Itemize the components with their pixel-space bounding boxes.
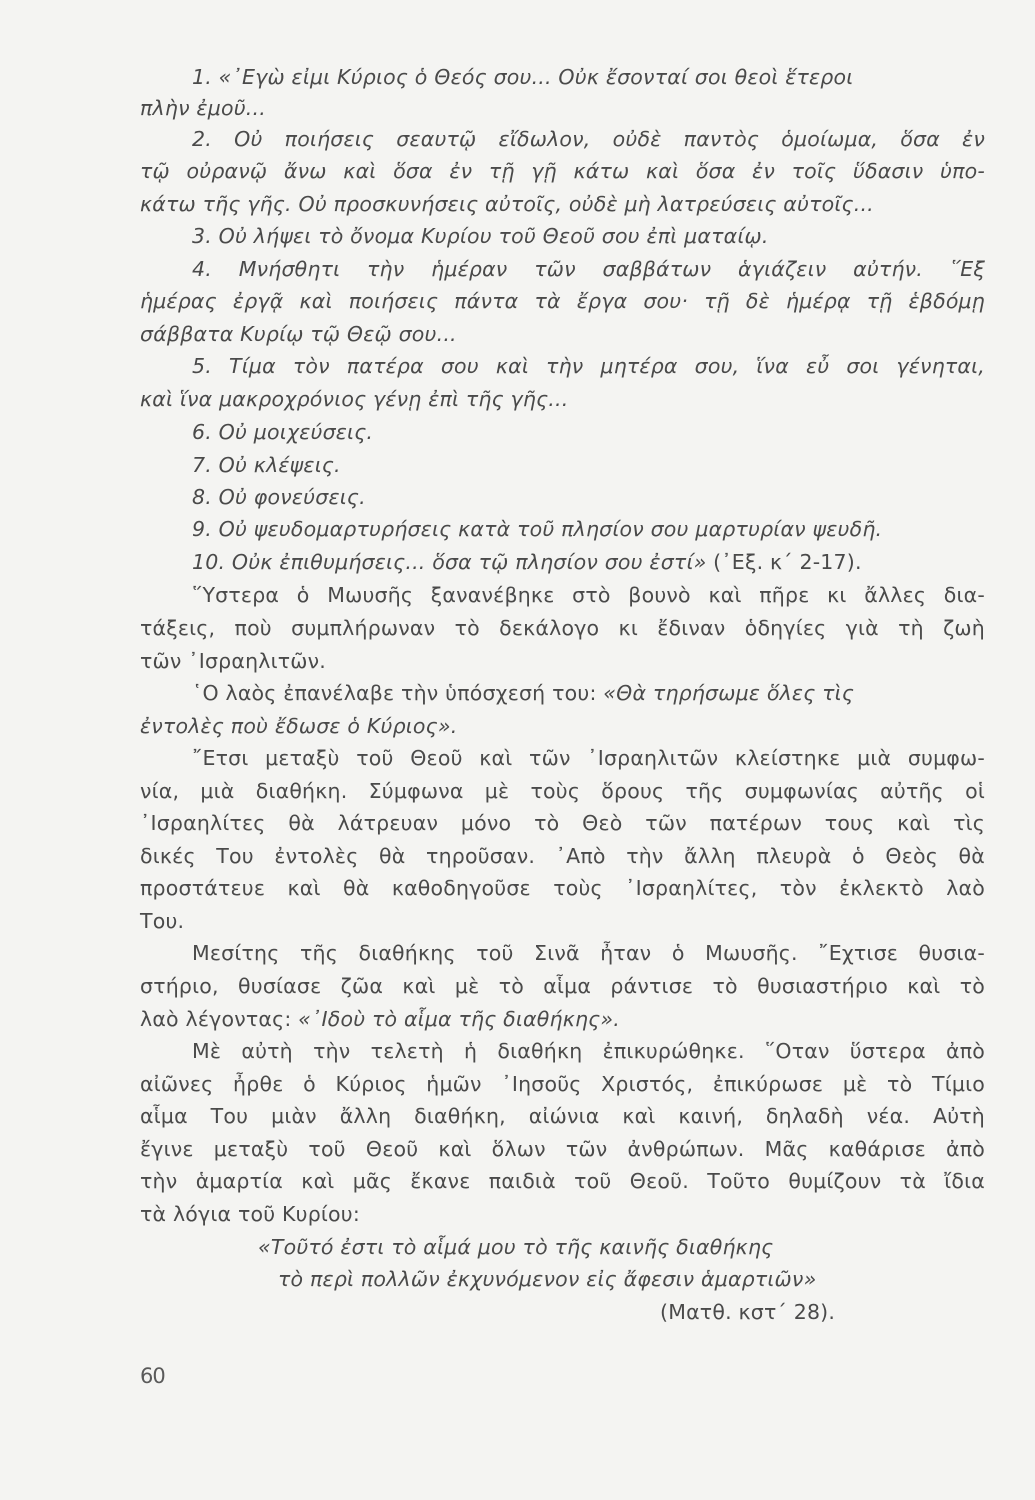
text-line bbox=[140, 1004, 985, 1034]
text-line: Μεσίτης τῆς διαθήκης τοῦ Σινᾶ ἦταν ὁ Μωυσῆς. ῎Εχτισε θυσια- bbox=[192, 941, 985, 965]
text-line: Μὲ αὐτὴ τὴν τελετὴ ἡ διαθήκη ἐπικυρώθηκε. ῞Οταν ὕστερα ἀπὸ bbox=[192, 1039, 985, 1063]
text-line: αἰῶνες ἦρθε ὁ Κύριος ἡμῶν ᾿Ιησοῦς Χριστός, ἐπικύρωσε μὲ τὸ Τίμιο bbox=[140, 1072, 985, 1096]
text-line: ἡμέρας ἐργᾷ καὶ ποιήσεις πάντα τὰ ἔργα σου· τῇ δὲ ἡμέρᾳ τῇ ἑβδόμῃ bbox=[140, 289, 985, 313]
page-number: 60 bbox=[140, 1364, 165, 1388]
text-line: ἔγινε μεταξὺ τοῦ Θεοῦ καὶ ὅλων τῶν ἀνθρώπων. Μᾶς καθάρισε ἀπὸ bbox=[140, 1137, 985, 1161]
quote-end: 10. Οὐκ ἐπιθυμήσεις... ὅσα τῷ πλησίον σου ἐστί» bbox=[192, 550, 707, 574]
quote-text: «Θὰ τηρήσωμε ὅλες τὶς bbox=[603, 681, 855, 705]
text-line: 6. Οὐ μοιχεύσεις. bbox=[192, 420, 374, 444]
text-line: Του. bbox=[140, 909, 185, 933]
text-line: 3. Οὐ λήψει τὸ ὄνομα Κυρίου τοῦ Θεοῦ σου ἐπὶ ματαίῳ. bbox=[192, 224, 769, 248]
verse-line: τὸ περὶ πολλῶν ἐκχυνόμενον εἰς ἄφεσιν ἁμαρτιῶν» bbox=[278, 1267, 817, 1291]
text-line bbox=[192, 547, 1035, 577]
text-line: νία, μιὰ διαθήκη. Σύμφωνα μὲ τοὺς ὅρους τῆς συμφωνίας αὐτῆς οἱ bbox=[140, 779, 985, 803]
text-line: 1. «᾿Εγὼ εἰμι Κύριος ὁ Θεός σου... Οὐκ ἔσονταί σοι θεοὶ ἕτεροι bbox=[192, 65, 854, 89]
quote-text: «᾿Ιδοὺ τὸ αἷμα τῆς διαθήκης». bbox=[298, 1007, 620, 1031]
text-line: κάτω τῆς γῆς. Οὐ προσκυνήσεις αὐτοῖς, οὐδὲ μὴ λατρεύσεις αὐτοῖς... bbox=[140, 192, 874, 216]
text-line: τάξεις, ποὺ συμπλήρωναν τὸ δεκάλογο κι ἔδιναν ὁδηγίες γιὰ τὴ ζωὴ bbox=[140, 616, 985, 640]
verse-line: «Τοῦτό ἐστι τὸ αἷμά μου τὸ τῆς καινῆς διαθήκης bbox=[258, 1235, 774, 1259]
citation: (᾿Εξ. κ΄ 2-17). bbox=[713, 550, 862, 574]
text-line bbox=[192, 678, 1035, 708]
text-line: ῎Ετσι μεταξὺ τοῦ Θεοῦ καὶ τῶν ᾿Ισραηλιτῶν κλείστηκε μιὰ συμφω- bbox=[192, 746, 985, 770]
text-line: δικές Του ἐντολὲς θὰ τηροῦσαν. ᾿Απὸ τὴν ἄλλη πλευρὰ ὁ Θεὸς θὰ bbox=[140, 844, 985, 868]
text-line: ἐντολὲς ποὺ ἔδωσε ὁ Κύριος». bbox=[140, 714, 458, 738]
text-line: αἷμα Του μιὰν ἄλλη διαθήκη, αἰώνια καὶ καινή, δηλαδὴ νέα. Αὐτὴ bbox=[140, 1104, 985, 1128]
text-line: ῞Υστερα ὁ Μωυσῆς ξανανέβηκε στὸ βουνὸ καὶ πῆρε κι ἄλλες δια- bbox=[192, 583, 985, 607]
text-line: τῷ οὐρανῷ ἄνω καὶ ὅσα ἐν τῇ γῇ κάτω καὶ ὅσα ἐν τοῖς ὕδασιν ὑπο- bbox=[140, 159, 985, 183]
text-line: 2. Οὐ ποιήσεις σεαυτῷ εἴδωλον, οὐδὲ παντὸς ὁμοίωμα, ὅσα ἐν bbox=[192, 127, 985, 151]
text-line: ᾿Ισραηλίτες θὰ λάτρευαν μόνο τὸ Θεὸ τῶν πατέρων τους καὶ τὶς bbox=[140, 811, 985, 835]
text-line: 7. Οὐ κλέψεις. bbox=[192, 453, 341, 477]
text-line: τὴν ἁμαρτία καὶ μᾶς ἔκανε παιδιὰ τοῦ Θεοῦ. Τοῦτο θυμίζουν τὰ ἴδια bbox=[140, 1169, 985, 1193]
text-plain: ῾Ο λαὸς ἐπανέλαβε τὴν ὑπόσχεσή του: bbox=[192, 681, 597, 705]
text-line: 8. Οὐ φονεύσεις. bbox=[192, 485, 366, 509]
text-line: πλὴν ἐμοῦ... bbox=[140, 96, 266, 120]
text-line: καὶ ἵνα μακροχρόνιος γένῃ ἐπὶ τῆς γῆς... bbox=[140, 387, 569, 411]
text-line: προστάτευε καὶ θὰ καθοδηγοῦσε τοὺς ᾿Ισραηλίτες, τὸν ἐκλεκτὸ λαὸ bbox=[140, 876, 985, 900]
text-line: 4. Μνήσθητι τὴν ἡμέραν τῶν σαββάτων ἁγιάζειν αὐτήν. ῞Εξ bbox=[192, 257, 985, 281]
text-line: τῶν ᾿Ισραηλιτῶν. bbox=[140, 649, 327, 673]
text-line: στήριο, θυσίασε ζῶα καὶ μὲ τὸ αἷμα ράντισε τὸ θυσιαστήριο καὶ τὸ bbox=[140, 974, 985, 998]
text-line: τὰ λόγια τοῦ Κυρίου: bbox=[140, 1202, 360, 1226]
verse-citation: (Ματθ. κστ΄ 28). bbox=[660, 1300, 836, 1324]
text-line: 9. Οὐ ψευδομαρτυρήσεις κατὰ τοῦ πλησίον σου μαρτυρίαν ψευδῆ. bbox=[192, 517, 883, 541]
text-line: 5. Τίμα τὸν πατέρα σου καὶ τὴν μητέρα σου, ἵνα εὖ σοι γένηται, bbox=[192, 354, 985, 378]
text-line: σάββατα Κυρίῳ τῷ Θεῷ σου... bbox=[140, 322, 457, 346]
text-plain: λαὸ λέγοντας: bbox=[140, 1007, 292, 1031]
